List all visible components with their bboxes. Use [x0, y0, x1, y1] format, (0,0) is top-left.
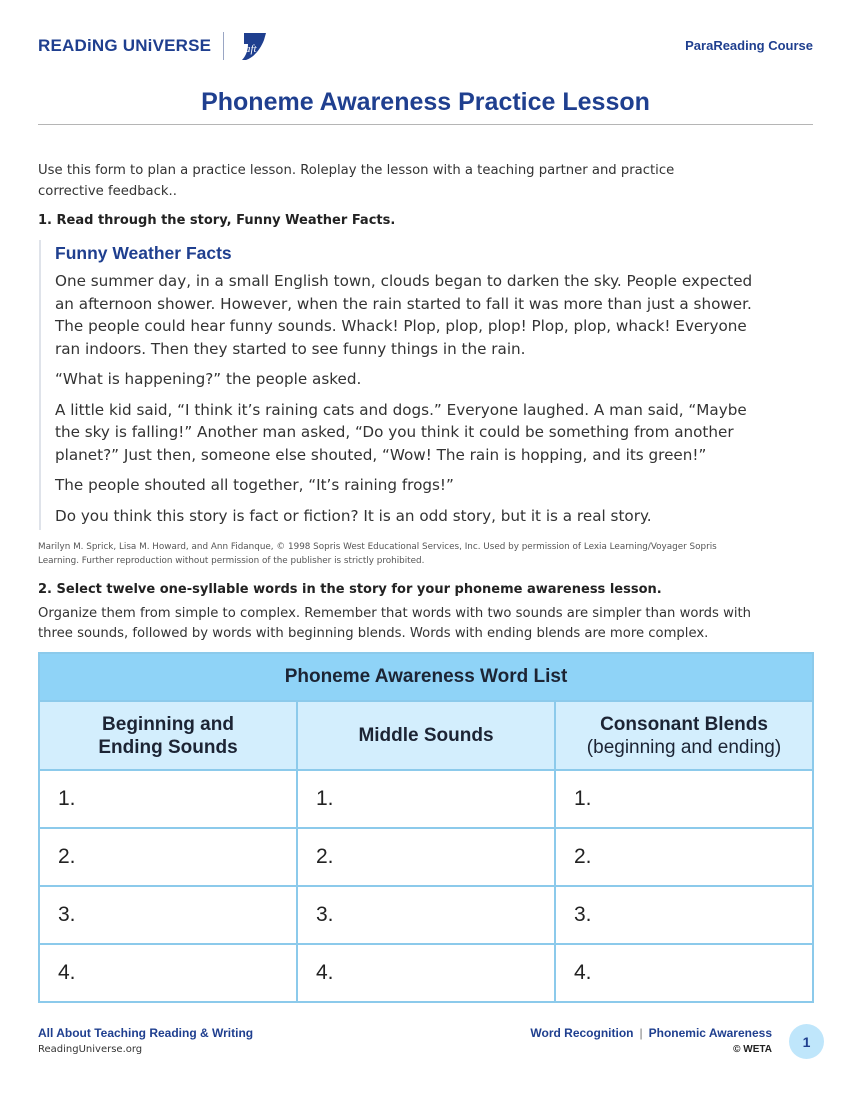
step-2-heading: 2. Select twelve one-syllable words in the story for your phoneme awareness lesson. [38, 582, 662, 597]
column-header-beginning-ending [39, 701, 297, 770]
footer-topics [530, 1026, 772, 1040]
word-entry-cell[interactable]: 2. [39, 828, 297, 886]
footer-left [38, 1026, 253, 1055]
aft-logo-icon [236, 30, 270, 62]
column-header-line: Ending Sounds [98, 736, 238, 758]
table-row [39, 886, 813, 944]
footer-topic-word-recognition[interactable]: Word Recognition [530, 1026, 634, 1040]
word-list-table [38, 652, 814, 1003]
column-header-line: Beginning and [102, 713, 234, 735]
table-row [39, 828, 813, 886]
word-entry-cell[interactable]: 4. [555, 944, 813, 1002]
logo-divider [223, 32, 224, 60]
word-entry-cell[interactable]: 2. [297, 828, 555, 886]
story-paragraph: “What is happening?” the people asked. [55, 370, 362, 388]
footer-topic-separator: | [639, 1026, 643, 1040]
column-header-middle-sounds [297, 701, 555, 770]
step-1-heading: 1. Read through the story, Funny Weather Facts. [38, 213, 396, 228]
footer-right [530, 1026, 772, 1055]
word-entry-cell[interactable]: 1. [297, 770, 555, 828]
footer-site-link[interactable]: ReadingUniverse.org [38, 1044, 143, 1055]
column-header-line: Middle Sounds [358, 725, 494, 746]
footer-series: All About Teaching Reading & Writing [38, 1026, 254, 1040]
reading-universe-logo [38, 30, 270, 62]
table-caption: Phoneme Awareness Word List [39, 653, 813, 701]
step-2-description: Organize them from simple to complex. Remember that words with two sounds are simpler than words with three sounds, followed by words with beginning blends. Words with ending blends are more complex. [38, 606, 752, 641]
logo-wordmark: READiNG UNiVERSE [38, 36, 212, 55]
story-credit: Marilyn M. Sprick, Lisa M. Howard, and Ann Fidanque, © 1998 Sopris West Educational Services, Inc. Used by permission of Lexia Learning/Voyager Sopris Learning. Further reproduction without permission of the publisher is strictly prohibited. [38, 542, 717, 566]
story-block [39, 240, 765, 530]
story-paragraph: Do you think this story is fact or fiction? It is an odd story, but it is a real story. [55, 506, 652, 525]
column-header-consonant-blends [555, 701, 813, 770]
word-entry-cell[interactable]: 4. [39, 944, 297, 1002]
word-entry-cell[interactable]: 3. [297, 886, 555, 944]
svg-text:aft: aft [245, 43, 257, 55]
page-number-badge: 1 [789, 1024, 824, 1059]
word-entry-cell[interactable]: 3. [39, 886, 297, 944]
word-entry-cell[interactable]: 1. [555, 770, 813, 828]
story-title: Funny Weather Facts [55, 243, 232, 263]
story-paragraph: The people shouted all together, “It’s raining frogs!” [55, 476, 454, 494]
column-header-subline: (beginning and ending) [586, 736, 782, 758]
story-paragraph: One summer day, in a small English town, clouds began to darken the sky. People expected an afternoon shower. However, when the rain started to fall it was more than just a shower. The people could hear funny sounds. Whack! Plop, plop, plop! Plop, plop, whack! Everyone ran indoors. Then they started to see funny things in the rain. [55, 272, 753, 358]
footer-copyright: © WETA [733, 1044, 772, 1055]
intro-text: Use this form to plan a practice lesson. Roleplay the lesson with a teaching partner and practice corrective feedback.. [38, 163, 675, 199]
word-entry-cell[interactable]: 2. [555, 828, 813, 886]
title-divider [38, 124, 813, 125]
word-entry-cell[interactable]: 3. [555, 886, 813, 944]
table-row [39, 944, 813, 1002]
footer-topic-phonemic-awareness[interactable]: Phonemic Awareness [648, 1026, 772, 1040]
column-header-line: Consonant Blends [600, 713, 768, 735]
story-paragraph: A little kid said, “I think it’s raining cats and dogs.” Everyone laughed. A man said, “Maybe the sky is falling!” Another man asked, “Do you think it could be something from another planet?” Just then, someone else shouted, “Wow! The rain is hopping, and its green!” [55, 400, 747, 464]
table-row [39, 770, 813, 828]
page-header [38, 30, 813, 64]
word-entry-cell[interactable]: 1. [39, 770, 297, 828]
word-entry-cell[interactable]: 4. [297, 944, 555, 1002]
page-title: Phoneme Awareness Practice Lesson [201, 88, 650, 116]
course-name: ParaReading Course [685, 38, 813, 53]
